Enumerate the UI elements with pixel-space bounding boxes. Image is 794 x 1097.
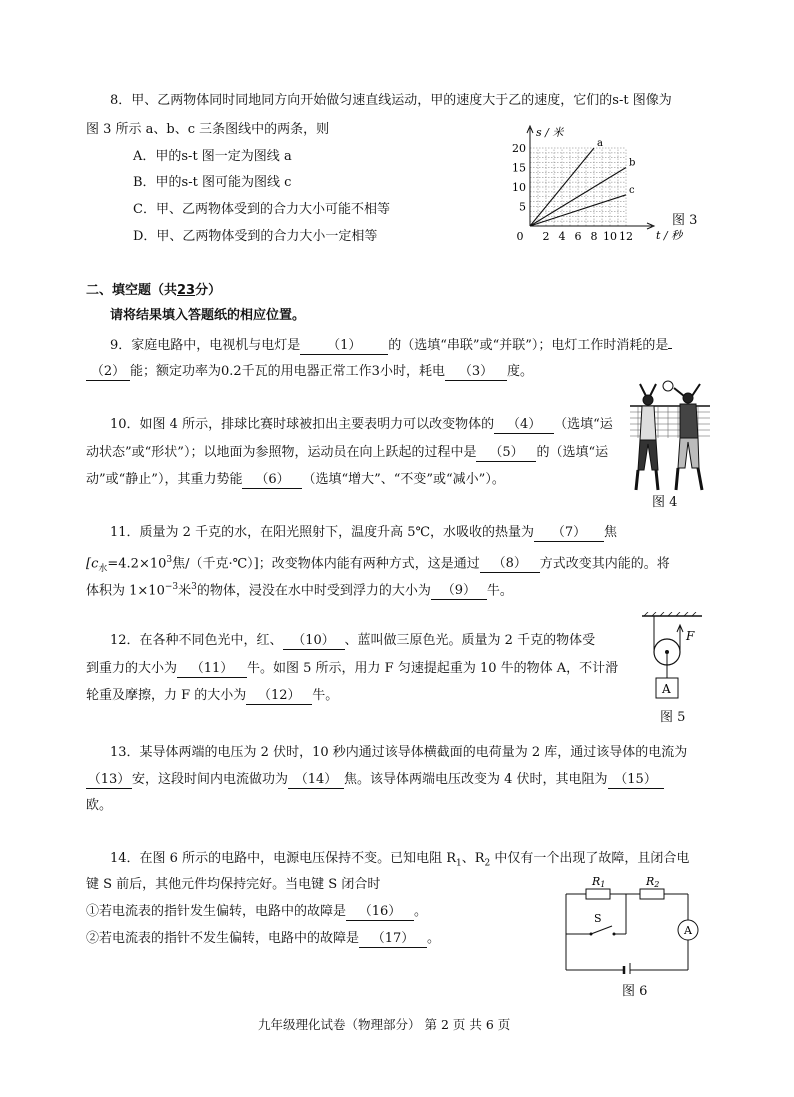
q9-line-1 xyxy=(110,337,672,355)
q8-option-a: A．甲的s-t 图一定为图线 a xyxy=(133,149,292,164)
resistor-r1 xyxy=(586,889,610,899)
q11-text-1: 11．质量为 2 千克的水，在阳光照射下，温度升高 5℃，水吸收的热量为 xyxy=(110,525,535,540)
q11-text-5a: 体积为 1×10 xyxy=(86,583,165,599)
q11-water-subscript: 水 xyxy=(98,563,108,574)
q11-sup-2: −3 xyxy=(164,582,179,592)
q14-text-1c: 中仅有一个出现了故障，且闭合电 xyxy=(490,851,690,866)
q12-line-3 xyxy=(86,687,338,705)
figure-6-circuit-diagram xyxy=(560,872,710,974)
q14-line-1 xyxy=(110,850,689,873)
q12-line-1 xyxy=(110,632,595,650)
q11-text-5c: 的物体，浸没在水中时受到浮力的大小为 xyxy=(196,583,431,599)
answer-blank-9: （9） xyxy=(431,583,487,600)
q11-text-3b: =4.2×10 xyxy=(107,556,167,572)
q12-text-2: 、蓝叫做三原色光。质量为 2 千克的物体受 xyxy=(344,633,596,648)
q10-text-2: （选填“运 xyxy=(554,417,613,432)
q11-text-4: 方式改变其内能的。将 xyxy=(539,556,670,572)
chart-y-axis-label: s / 米 xyxy=(536,126,564,139)
q10-line-1 xyxy=(110,416,613,434)
q14-line-4 xyxy=(86,930,440,948)
x-tick-label: 6 xyxy=(574,230,582,243)
q14-line-2: 键 S 前后，其他元件均保持完好。当电键 S 闭合时 xyxy=(86,877,381,892)
q10-text-1: 10．如图 4 所示，排球比赛时球被扣出主要表明力可以改变物体的 xyxy=(110,417,495,432)
q13-text-2: 安，这段时间内电流做功为 xyxy=(132,772,289,787)
section-2-title-points: 23 xyxy=(177,283,196,298)
y-tick-label: 5 xyxy=(519,200,526,214)
y-tick-label: 20 xyxy=(512,142,526,155)
figure-6-caption: 图 6 xyxy=(622,984,648,999)
answer-blank-2-start xyxy=(668,348,672,349)
figure-5-pulley-diagram xyxy=(636,612,712,708)
q10-text-4: 的（选填“运 xyxy=(536,445,609,460)
chart-grid xyxy=(530,148,626,226)
pulley-axle xyxy=(665,650,669,654)
q10-line-2 xyxy=(86,444,608,462)
q11-sup-3: 3 xyxy=(191,582,197,592)
q11-line-1 xyxy=(110,524,617,542)
section-2-instruction: 请将结果填入答题纸的相应位置。 xyxy=(110,308,306,323)
answer-blank-5: （5） xyxy=(476,445,536,462)
q14-text-4-end: 。 xyxy=(427,931,441,946)
section-2-title-suffix: 分） xyxy=(195,283,222,298)
q8-option-d: D．甲、乙两物体受到的合力大小一定相等 xyxy=(133,229,378,244)
q11-text-3a: [c xyxy=(86,556,99,572)
q14-line-3 xyxy=(86,903,427,921)
figure-4-volleyball-illustration xyxy=(628,378,712,494)
chart-x-axis-label: t / 秒 xyxy=(656,229,683,242)
x-tick-label: 10 xyxy=(603,230,617,243)
series-label-b: b xyxy=(629,157,636,169)
q11-line-2 xyxy=(86,551,670,578)
section-2-title-prefix: 二、填空题（共 xyxy=(86,283,178,298)
q13-line-3: 欧。 xyxy=(86,798,113,813)
q12-text-6: 牛。 xyxy=(312,688,339,703)
q8-line-2: 图 3 所示 a、b、c 三条图线中的两条，则 xyxy=(86,122,330,137)
ammeter-label: A xyxy=(684,924,692,937)
answer-blank-16: （16） xyxy=(346,904,414,921)
q10-text-3: 动状态”或“形状”）；以地面为参照物，运动员在向上跃起的过程中是 xyxy=(86,445,477,460)
q11-text-5b: 米 xyxy=(178,583,192,599)
x-tick-label: 2 xyxy=(542,230,550,243)
q9-text-2: 的（选填“串联”或“并联”）；电灯工作时消耗的是 xyxy=(388,338,669,353)
series-label-c: c xyxy=(629,184,635,196)
q12-line-2 xyxy=(86,660,618,678)
answer-blank-14: （14） xyxy=(288,772,344,789)
answer-blank-12: （12） xyxy=(246,688,312,705)
q11-line-3 xyxy=(86,578,513,600)
q9-line-2 xyxy=(86,363,533,381)
q12-text-3: 到重力的大小为 xyxy=(86,661,178,676)
q9-text-4: 度。 xyxy=(506,364,533,379)
q11-text-6: 牛。 xyxy=(486,583,513,599)
q13-line-2 xyxy=(86,771,664,789)
answer-blank-3: （3） xyxy=(445,364,507,381)
answer-blank-4: （4） xyxy=(494,417,554,434)
answer-blank-13: （13） xyxy=(87,772,131,787)
x-tick-label: 12 xyxy=(619,230,633,243)
q10-text-5: 动”或“静止”），其重力势能 xyxy=(86,472,243,487)
answer-blank-6: （6） xyxy=(242,472,302,489)
q14-text-1b: 、R xyxy=(461,851,485,866)
x-tick-label: 0 xyxy=(516,230,524,243)
q9-text-3: 能；额定功率为0.2千瓦的用电器正常工作3小时，耗电 xyxy=(130,364,445,379)
figure-4-caption: 图 4 xyxy=(652,495,678,510)
r1-label: R1 xyxy=(592,875,606,889)
section-2-title xyxy=(86,282,221,300)
switch-label: S xyxy=(594,912,602,925)
q10-line-3 xyxy=(86,471,505,489)
q13-text-3: 焦。该导体两端电压改变为 4 伏时，其电阻为 xyxy=(344,772,608,787)
block-a-label: A xyxy=(662,682,671,696)
x-tick-label: 4 xyxy=(558,230,566,243)
figure-5-caption: 图 5 xyxy=(660,710,686,725)
q14-text-3: ①若电流表的指针发生偏转，电路中的故障是 xyxy=(86,904,347,919)
q11-sup-1: 3 xyxy=(166,555,173,565)
force-label: F xyxy=(686,629,695,643)
answer-blank-17: （17） xyxy=(359,931,427,948)
q14-r2-subscript: 2 xyxy=(484,858,491,869)
figure-3-caption: 图 3 xyxy=(672,213,698,228)
q8-option-b: B．甲的s-t 图可能为图线 c xyxy=(133,175,292,190)
answer-blank-1: （1） xyxy=(300,338,388,355)
answer-blank-7: （7） xyxy=(534,525,604,542)
series-label-a: a xyxy=(597,138,603,149)
q8-option-c: C．甲、乙两物体受到的合力大小可能不相等 xyxy=(133,202,390,217)
x-tick-label: 8 xyxy=(590,230,598,243)
q8-line-1: 8．甲、乙两物体同时同地同方向开始做匀速直线运动，甲的速度大于乙的速度，它们的s-t 图像为 xyxy=(110,93,672,108)
answer-blank-8: （8） xyxy=(480,556,540,573)
q11-text-3c: 焦/（千克·℃）]；改变物体内能有两种方式，这是通过 xyxy=(172,556,480,572)
q14-r1-subscript: 1 xyxy=(456,858,462,869)
r2-label: R2 xyxy=(646,875,660,889)
page-footer: 九年级理化试卷（物理部分） 第 2 页 共 6 页 xyxy=(258,1017,511,1032)
switch-blade xyxy=(591,926,612,934)
answer-blank-11: （11） xyxy=(177,661,247,678)
q12-text-5: 轮重及摩擦，力 F 的大小为 xyxy=(86,688,247,703)
player-left xyxy=(636,384,658,490)
answer-blank-2: （2） xyxy=(86,364,130,381)
q12-text-4: 牛。如图 5 所示，用力 F 匀速提起重为 10 牛的物体 A，不计滑 xyxy=(247,661,619,676)
q11-text-2: 焦 xyxy=(604,525,618,540)
q14-text-1a: 14．在图 6 所示的电路中，电源电压保持不变。已知电阻 R xyxy=(110,851,456,866)
answer-blank-10: （10） xyxy=(283,633,345,650)
q9-text-1: 9．家庭电路中，电视机与电灯是 xyxy=(110,338,301,353)
q14-text-4: ②若电流表的指针不发生偏转，电路中的故障是 xyxy=(86,931,360,946)
y-tick-label: 10 xyxy=(512,181,526,194)
answer-blank-15: （15） xyxy=(608,772,664,789)
q13-line-1: 13．某导体两端的电压为 2 伏时，10 秒内通过该导体横截面的电荷量为 2 库，通过该导体的电流为 xyxy=(110,745,688,760)
resistor-r2 xyxy=(640,889,664,899)
q10-text-6: （选填“增大”、“不变”或“减小”）。 xyxy=(302,472,505,487)
volleyball xyxy=(663,381,673,391)
q14-text-3-end: 。 xyxy=(414,904,428,919)
q12-text-1: 12．在各种不同色光中，红、 xyxy=(110,633,283,648)
y-tick-label: 15 xyxy=(512,161,526,175)
